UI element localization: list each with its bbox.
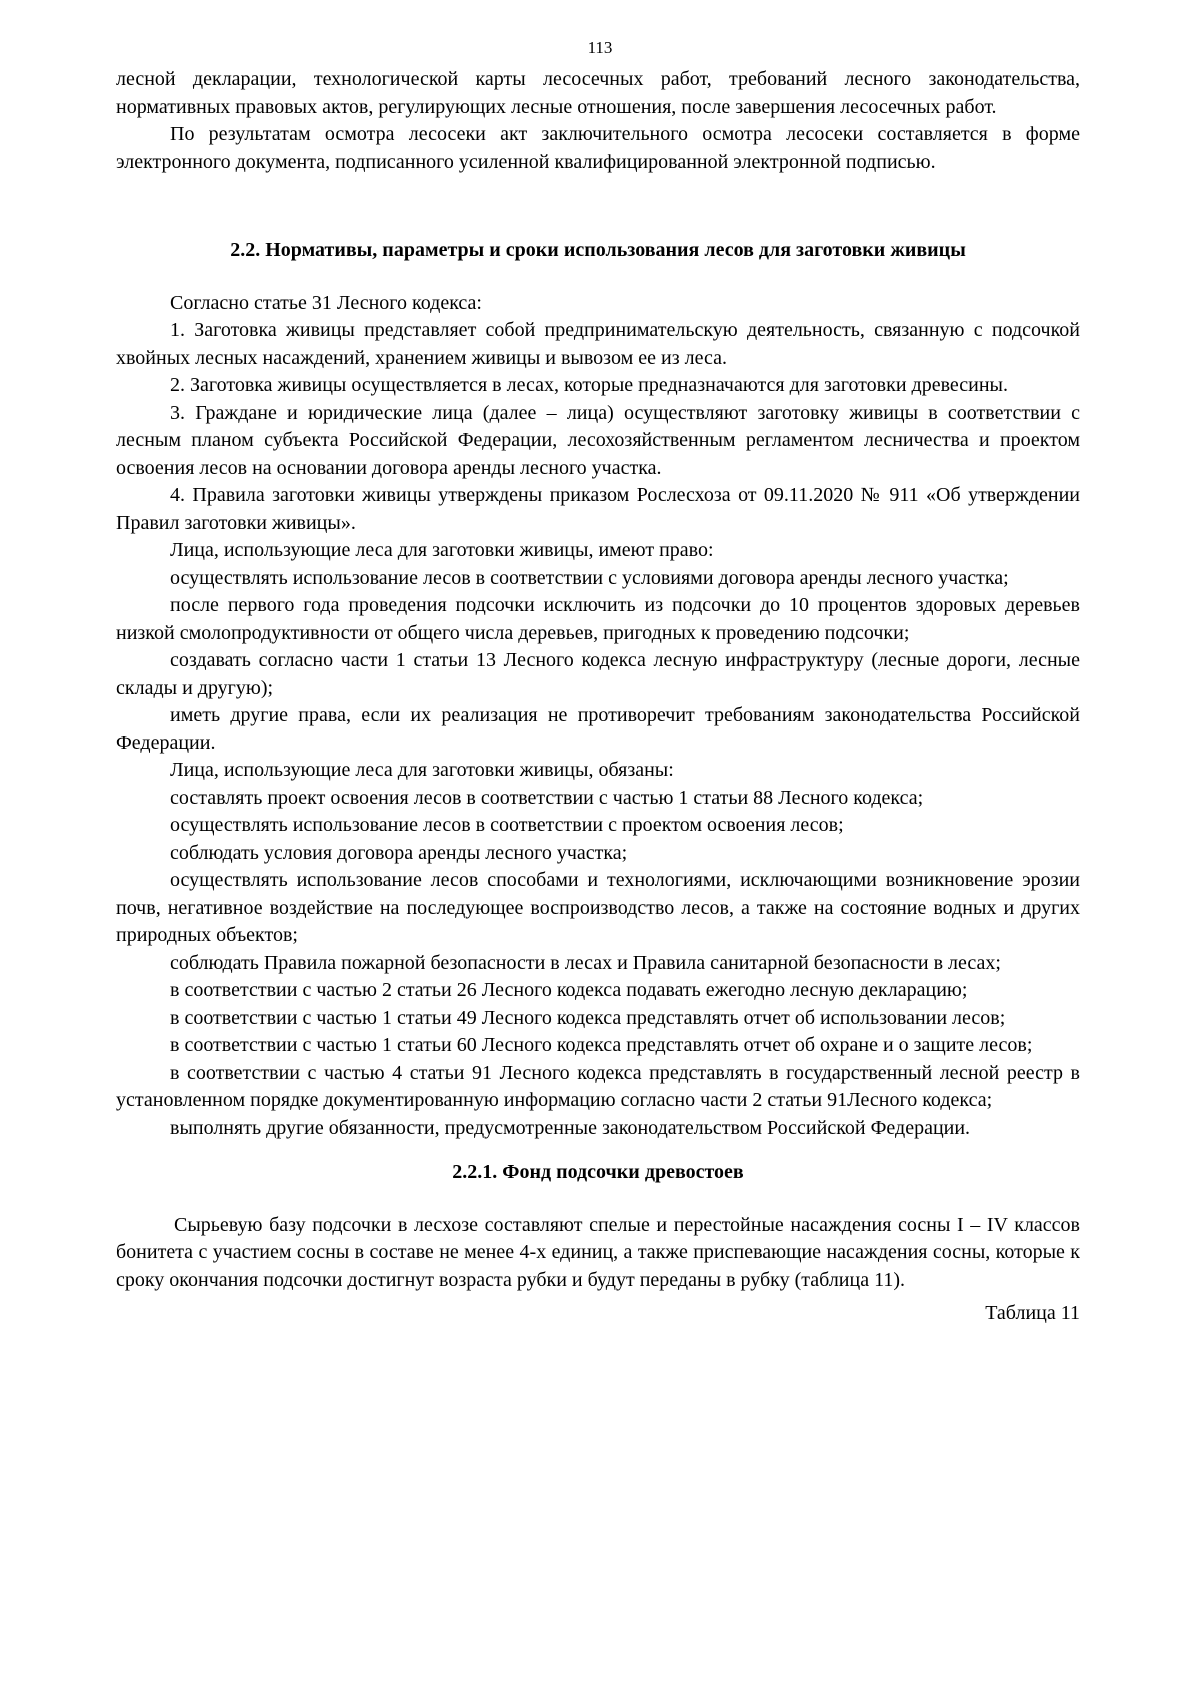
intro-paragraph: По результатам осмотра лесосеки акт заключительного осмотра лесосеки составляется в форме электронного документа, подписанного усиленной квалифицированной электронной подписью. — [116, 123, 1080, 173]
body-paragraph: иметь другие права, если их реализация не противоречит требованиям законодательства Российской Федерации. — [116, 704, 1080, 754]
body-paragraph: составлять проект освоения лесов в соответствии с частью 1 статьи 88 Лесного кодекса; — [170, 786, 924, 809]
body-paragraph: осуществлять использование лесов в соответствии с условиями договора аренды лесного участка; — [170, 566, 1009, 589]
body-paragraph: после первого года проведения подсочки исключить из подсочки до 10 процентов здоровых деревьев низкой смолопродуктивности от общего числа деревьев, пригодных к проведению подсочки; — [116, 594, 1080, 644]
spacer — [116, 1142, 1080, 1159]
body-paragraph: 3. Граждане и юридические лица (далее – лица) осуществляют заготовку живицы в соответствии с лесным планом субъекта Российской Федерации, лесохозяйственным регламентом лесничества и проектом освоения лесов на основании договора аренды лесного участка. — [116, 401, 1080, 479]
intro-paragraph-continued: лесной декларации, технологической карты лесосечных работ, требований лесного законодательства, нормативных правовых актов, регулирующих лесные отношения, после завершения лесосечных работ. — [116, 68, 1080, 118]
subsection-heading: 2.2.1. Фонд подсочки древостоев — [452, 1161, 744, 1183]
body-paragraph: 4. Правила заготовки живицы утверждены приказом Рослесхоза от 09.11.2020 № 911 «Об утверждении Правил заготовки живицы». — [116, 484, 1080, 534]
body-paragraph: в соответствии с частью 1 статьи 60 Лесного кодекса представлять отчет об охране и о защите лесов; — [170, 1034, 1033, 1056]
table-caption: Таблица 11 — [985, 1302, 1080, 1324]
body-paragraph: Сырьевую базу подсочки в лесхозе составляют спелые и перестойные насаждения сосны I – IV классов бонитета с участием сосны в составе не менее 4-х единиц, а также приспевающие насаждения сосны, которые к сроку окончания подсочки достигнут возраста рубки и будут переданы в рубку (таблица 11). — [116, 1213, 1080, 1291]
body-paragraph: осуществлять использование лесов способами и технологиями, исключающими возникновение эрозии почв, негативное воздействие на последующее воспроизводство лесов, а также на состояние водных и других природных объектов; — [116, 869, 1080, 946]
body-paragraph: в соответствии с частью 1 статьи 49 Лесного кодекса представлять отчет об использовании лесов; — [170, 1006, 1006, 1029]
body-paragraph: соблюдать Правила пожарной безопасности в лесах и Правила санитарной безопасности в лесах; — [170, 951, 1001, 974]
body-paragraph: выполнять другие обязанности, предусмотренные законодательством Российской Федерации. — [170, 1116, 971, 1139]
body-paragraph: 2. Заготовка живицы осуществляется в лесах, которые предназначаются для заготовки древесины. — [170, 374, 1008, 396]
section-heading: 2.2. Нормативы, параметры и сроки использования лесов для заготовки живицы — [230, 239, 966, 261]
body-paragraph: соблюдать условия договора аренды лесного участка; — [170, 841, 628, 864]
body-paragraph: Лица, использующие леса для заготовки живицы, имеют право: — [170, 539, 714, 561]
body-paragraph: Лица, использующие леса для заготовки живицы, обязаны: — [170, 759, 674, 781]
page-content — [116, 66, 1080, 1328]
spacer — [116, 176, 1080, 237]
body-paragraph: осуществлять использование лесов в соответствии с проектом освоения лесов; — [170, 814, 844, 836]
body-paragraph: в соответствии с частью 2 статьи 26 Лесного кодекса подавать ежегодно лесную декларацию; — [170, 979, 968, 1001]
page-number: 113 — [587, 38, 613, 57]
spacer — [116, 265, 1080, 290]
spacer — [116, 1187, 1080, 1212]
body-paragraph: в соответствии с частью 4 статьи 91 Лесного кодекса представлять в государственный лесной реестр в установленном порядке документированную информацию согласно части 2 статьи 91Лесного кодекса; — [116, 1061, 1080, 1111]
body-paragraph: 1. Заготовка живицы представляет собой предпринимательскую деятельность, связанную с подсочкой хвойных лесных насаждений, хранением живицы и вывозом ее из леса. — [116, 319, 1080, 369]
body-paragraph: создавать согласно части 1 статьи 13 Лесного кодекса лесную инфраструктуру (лесные дороги, лесные склады и другую); — [116, 649, 1080, 699]
body-paragraph: Согласно статье 31 Лесного кодекса: — [170, 291, 482, 314]
